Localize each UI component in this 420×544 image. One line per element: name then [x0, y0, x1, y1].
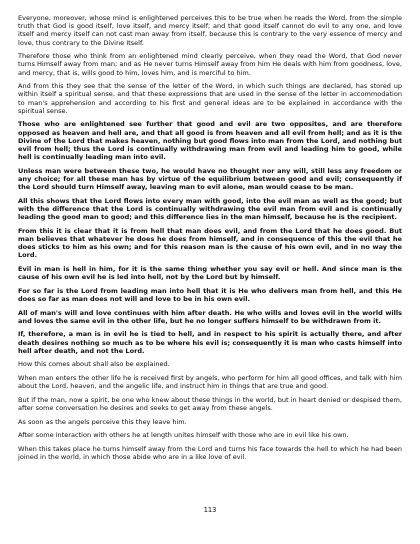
paragraph: As soon as the angels perceive this they leave him.: [18, 417, 187, 426]
bold-paragraph: Those who are enlightened see further that good and evil are two opposites, and are therefore opposed as heaven and hell are, and that all good is from heaven and all evil from hell; and as it is the Divine of the Lord that makes heaven, nothing but good flows into man from the Lord, and nothing but evil from hell; thus the Lord is continually withdrawing man from evil and leading him to good, while hell is continually leading man into evil.: [18, 120, 402, 162]
paragraph: And from this they see that the sense of the letter of the Word, in which such things are declared, has stored up within itself a spiritual sense, and that these expressions that are used in the sense of the letter in accommodation to man's apprehension and according to his first and general ideas are to be explained in accordance with the spiritual sense.: [18, 82, 402, 115]
bold-paragraph: Unless man were between these two, he would have no thought nor any will, still less any freedom or any choice; for all these man has by virtue of the equilibrium between good and evil; consequently if the Lord should turn Himself away, leaving man to evil alone, man would cease to be man.: [18, 166, 402, 192]
document-page: [18, 14, 402, 467]
paragraph: Therefore those who think from an enlightened mind clearly perceive, when they read the Word, that God never turns Himself away from man; and as He never turns Himself away from him He deals with him from goodness, love, and mercy, that is, wills good to him, loves him, and is merciful to him.: [18, 52, 402, 77]
paragraph: After some interaction with others he at length unites himself with those who are in evil like his own.: [18, 431, 349, 440]
bold-paragraph: If, therefore, a man is in evil he is tied to hell, and in respect to his spirit is actually there, and after death desires nothing so much as to be where his evil is; consequently it is man who casts himself into hell after death, and not the Lord.: [18, 330, 402, 355]
bold-paragraph: From this it is clear that it is from hell that man does evil, and from the Lord that he does good. But man believes that whatever he does he does from himself, and in consequence of this the evil that he does sticks to him as his own; and for this reason man is the cause of his own evil, and in no way the Lord.: [18, 226, 402, 260]
paragraph: When man enters the other life he is received first by angels, who perform for him all good offices, and talk with him about the Lord, heaven, and the angelic life, and instruct him in things that are true and good.: [18, 374, 402, 391]
bold-paragraph: For so far is the Lord from leading man into hell that it is He who delivers man from hell, and this He does so far as man does not will and love to be in his own evil.: [18, 286, 402, 304]
bold-paragraph: All of man's will and love continues with him after death. He who wills and loves evil in the world wills and loves the same evil in the other life, but he no longer suffers himself to be withdrawn from it.: [18, 308, 402, 325]
bold-paragraph: Evil in man is hell in him, for it is the same thing whether you say evil or hell. And since man is the cause of his own evil he is led into hell, not by the Lord but by himself.: [18, 265, 402, 282]
paragraph: Everyone, moreover, whose mind is enlightened perceives this to be true when he reads the Word, from the simple truth that God is good itself, love itself, and mercy itself; and that good itself cannot do evil to any one, and love itself and mercy itself can not cast man away from itself, because this is contrary to the very essence of mercy and love, thus contrary to the Divine Itself.: [18, 14, 402, 47]
page-number: 113: [203, 506, 217, 514]
paragraph: But if the man, now a spirit, be one who knew about these things in the world, but in heart denied or despised them, after some conversation he desires and seeks to get away from these angels.: [18, 395, 402, 412]
paragraph: How this comes about shall also be explained.: [18, 360, 170, 369]
paragraph: When this takes place he turns himself away from the Lord and turns his face towards the hell to which he had been joined in the world, in which those abide who are in a like love of evil.: [18, 444, 402, 461]
bold-paragraph: All this shows that the Lord flows into every man with good, into the evil man as well as the good; but with the difference that the Lord is continually withdrawing the evil man from evil and is continually leading the good man to good; and this difference lies in the man himself, because he is the recipient.: [18, 196, 402, 222]
